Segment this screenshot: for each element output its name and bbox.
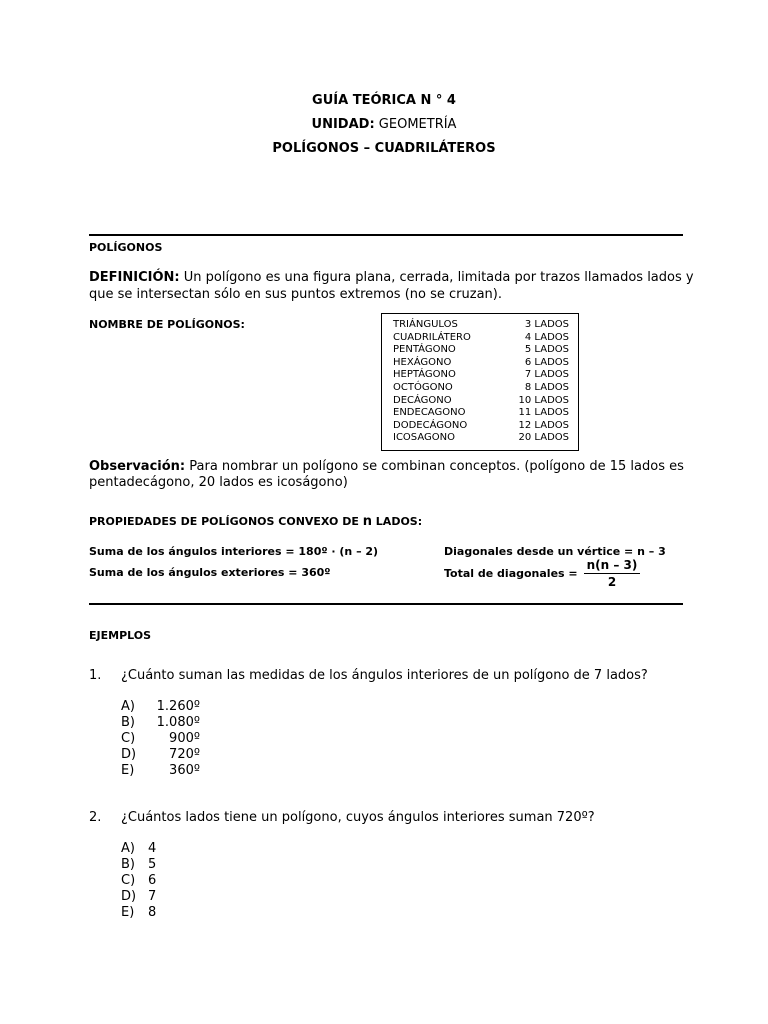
polygon-table-row: [393, 432, 569, 445]
polygon-table-row: [393, 420, 569, 433]
polygon-name: OCTÓGONO: [393, 382, 453, 393]
polygon-sides: 4 LADOS: [524, 331, 569, 343]
exterior-angles-formula: Suma de los ángulos exteriores = 360º: [89, 566, 331, 579]
total-diagonals-label: Total de diagonales =: [444, 567, 578, 580]
answer-option: [121, 889, 241, 905]
option-letter: A): [121, 841, 135, 856]
option-value: 360º: [169, 763, 200, 778]
page-title: GUÍA TEÓRICA N ° 4: [312, 93, 456, 108]
option-letter: E): [121, 763, 135, 778]
top-divider: [89, 234, 683, 236]
section-heading-polygons: POLÍGONOS: [89, 241, 163, 254]
option-value: 720º: [169, 747, 200, 762]
option-letter: D): [121, 889, 137, 904]
polygon-names-label: NOMBRE DE POLÍGONOS:: [89, 318, 245, 331]
fraction-denominator: 2: [607, 575, 617, 589]
polygon-sides: 6 LADOS: [524, 356, 569, 368]
option-value: 1.080º: [156, 715, 200, 730]
polygon-table-row: [393, 357, 569, 370]
option-letter: C): [121, 873, 136, 888]
definition-line-1: [89, 270, 694, 285]
polygon-name: TRIÁNGULOS: [393, 319, 458, 330]
polygon-name: PENTÁGONO: [393, 344, 456, 356]
examples-heading: EJEMPLOS: [89, 629, 152, 642]
polygon-name: DODECÁGONO: [393, 419, 468, 431]
polygon-name: DECÁGONO: [393, 394, 452, 406]
polygon-sides: 5 LADOS: [524, 344, 569, 356]
definition-label: DEFINICIÓN:: [89, 270, 180, 285]
properties-heading-prefix: PROPIEDADES DE POLÍGONOS CONVEXO DE: [89, 515, 359, 528]
polygon-table-row: [393, 344, 569, 357]
polygon-table-row: [393, 407, 569, 420]
option-value: 900º: [169, 731, 200, 746]
option-letter: C): [121, 731, 136, 746]
observation-text-1: Para nombrar un polígono se combinan conceptos. (polígono de 15 lados es: [189, 459, 684, 474]
option-value: 6: [148, 873, 157, 888]
option-letter: B): [121, 715, 135, 730]
polygon-table-row: [393, 382, 569, 395]
definition-line-2: que se intersectan sólo en sus puntos extremos (no se cruzan).: [89, 287, 502, 302]
polygon-name: ENDECAGONO: [393, 407, 466, 419]
answer-option: [121, 857, 241, 873]
properties-heading-suffix: LADOS:: [375, 515, 423, 528]
interior-angles-formula: Suma de los ángulos interiores = 180º · (n – 2): [89, 545, 379, 558]
bottom-divider: [89, 603, 683, 605]
question-1-text: ¿Cuánto suman las medidas de los ángulos interiores de un polígono de 7 lados?: [121, 668, 648, 683]
answer-option: [121, 747, 241, 763]
observation-line-1: [89, 459, 684, 474]
polygon-table-row: [393, 332, 569, 345]
polygon-sides: 8 LADOS: [524, 382, 569, 393]
option-letter: B): [121, 857, 135, 872]
polygon-sides: 11 LADOS: [518, 407, 569, 419]
answer-option: [121, 699, 241, 715]
question-2-text: ¿Cuántos lados tiene un polígono, cuyos ángulos interiores suman 720º?: [121, 810, 595, 825]
option-value: 4: [148, 841, 157, 856]
polygon-name: HEPTÁGONO: [393, 369, 456, 381]
polygon-sides: 10 LADOS: [518, 394, 569, 406]
polygon-names-table: [381, 313, 579, 451]
polygon-table-row: [393, 369, 569, 382]
polygon-name: HEXÁGONO: [393, 356, 452, 368]
definition-text-1: Un polígono es una figura plana, cerrada, limitada por trazos llamados lados y: [183, 270, 694, 285]
option-letter: E): [121, 905, 135, 920]
properties-heading-n: n: [362, 514, 372, 529]
observation-label: Observación:: [89, 459, 186, 474]
page-subtitle: POLÍGONOS – CUADRILÁTEROS: [272, 141, 496, 156]
polygon-name: ICOSAGONO: [393, 432, 455, 444]
option-letter: D): [121, 747, 137, 762]
polygon-sides: 12 LADOS: [518, 419, 569, 431]
option-value: 8: [148, 905, 157, 920]
option-value: 5: [148, 857, 157, 872]
option-value: 7: [148, 889, 157, 904]
unit-value: GEOMETRÍA: [378, 117, 457, 132]
polygon-sides: 3 LADOS: [524, 319, 569, 330]
answer-option: [121, 905, 241, 921]
option-letter: A): [121, 699, 135, 714]
polygon-sides: 7 LADOS: [524, 369, 569, 381]
question-2-number: 2.: [89, 810, 102, 825]
fraction-numerator: n(n – 3): [584, 558, 640, 574]
answer-option: [121, 715, 241, 731]
total-diagonals-fraction: [584, 558, 640, 589]
unit-label: UNIDAD:: [311, 117, 375, 132]
diagonals-vertex-formula: Diagonales desde un vértice = n – 3: [444, 545, 666, 558]
answer-option: [121, 763, 241, 779]
properties-heading: [89, 514, 422, 529]
question-1-number: 1.: [89, 668, 102, 683]
answer-option: [121, 873, 241, 889]
polygon-sides: 20 LADOS: [518, 432, 569, 444]
observation-line-2: pentadecágono, 20 lados es icoságono): [89, 475, 348, 490]
polygon-table-row: [393, 395, 569, 408]
polygon-name: CUADRILÁTERO: [393, 331, 471, 343]
polygon-table-row: [393, 319, 569, 332]
answer-option: [121, 731, 241, 747]
unit-line: [0, 117, 768, 132]
answer-option: [121, 841, 241, 857]
option-value: 1.260º: [156, 699, 200, 714]
